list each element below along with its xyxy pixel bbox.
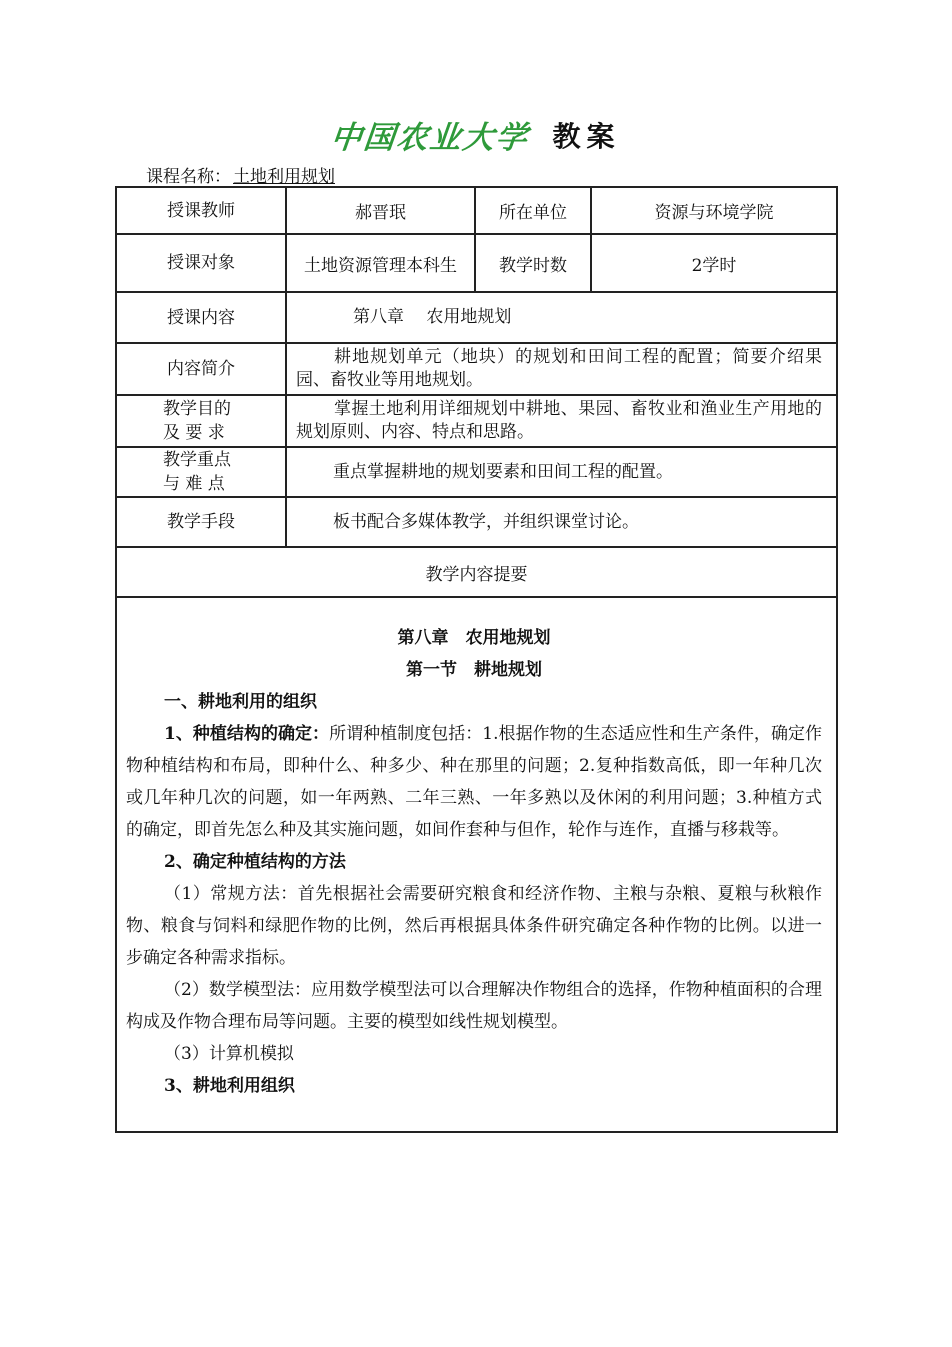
row-method (116, 497, 837, 547)
outline-body (116, 597, 837, 1132)
document-header (0, 112, 952, 166)
content-label: 授课内容 (116, 292, 286, 343)
section-heading: 第一节 耕地规划 (406, 660, 542, 680)
focus-label-line-2: 与 难 点 (163, 474, 225, 494)
planting-structure-text: 所谓种植制度包括：1.根据作物的生态适应性和生产条件，确定作物种植结构和布局，即种什么、种多少、种在那里的问题；2.复种指数高低，即一年种几次或几年种几次的问题，如一年两熟、二年三熟、一年多熟以及休闲的利用问题；3.种植方式的确定，即首先怎么种及其实施问题，如间作套种与但作，轮作与连作，直播与移栽等。 (126, 724, 822, 840)
course-name-label: 课程名称： (146, 167, 231, 187)
summary-value: 耕地规划单元（地块）的规划和田间工程的配置；简要介绍果园、畜牧业等用地规划。 (286, 343, 837, 395)
course-name-value: 土地利用规划 (233, 167, 335, 187)
unit-label: 所在单位 (475, 187, 591, 234)
summary-label: 内容简介 (116, 343, 286, 395)
hours-label: 教学时数 (475, 234, 591, 292)
row-goal (116, 395, 837, 447)
goal-label-line-1: 教学目的 (163, 399, 231, 419)
heading-cultivated-land-organization: 一、耕地利用的组织 (164, 692, 317, 712)
focus-value: 重点掌握耕地的规划要素和田间工程的配置。 (286, 447, 837, 497)
method-value: 板书配合多媒体教学，并组织课堂讨论。 (286, 497, 837, 547)
method-computer-sim: （3）计算机模拟 (164, 1044, 294, 1064)
course-name-line (146, 162, 335, 187)
unit-value: 资源与环境学院 (591, 187, 837, 234)
goal-value: 掌握土地利用详细规划中耕地、果园、畜牧业和渔业生产用地的规划原则、内容、特点和思路。 (286, 395, 837, 447)
content-value: 第八章 农用地规划 (286, 292, 837, 343)
audience-label: 授课对象 (116, 234, 286, 292)
method-math-model: （2）数学模型法：应用数学模型法可以合理解决作物组合的选择，作物种植面积的合理构成及作物合理布局等问题。主要的模型如线性规划模型。 (126, 980, 822, 1032)
row-content (116, 292, 837, 343)
audience-value: 土地资源管理本科生 (286, 234, 475, 292)
lesson-plan-table (115, 186, 838, 1133)
method-conventional: （1）常规方法：首先根据社会需要研究粮食和经济作物、主粮与杂粮、夏粮与秋粮作物、粮食与饲料和绿肥作物的比例，然后再根据具体条件研究确定各种作物的比例。以进一步确定各种需求指标。 (126, 884, 822, 968)
row-outline-body (116, 597, 837, 1132)
row-focus (116, 447, 837, 497)
row-audience (116, 234, 837, 292)
document-title: 教案 (552, 119, 621, 153)
teacher-value: 郝晋珉 (286, 187, 475, 234)
focus-label (116, 447, 286, 497)
teacher-label: 授课教师 (116, 187, 286, 234)
row-outline-header (116, 547, 837, 597)
goal-label-line-2: 及 要 求 (163, 423, 225, 443)
paragraph-planting-structure (126, 718, 822, 846)
goal-label (116, 395, 286, 447)
method-label: 教学手段 (116, 497, 286, 547)
university-logo-text: 中国农业大学 (329, 120, 531, 156)
heading-structure-methods: 2、确定种植结构的方法 (164, 852, 346, 872)
row-summary (116, 343, 837, 395)
hours-value: 2学时 (591, 234, 837, 292)
outline-header: 教学内容提要 (116, 547, 837, 597)
heading-land-use-organization: 3、耕地利用组织 (164, 1076, 295, 1096)
focus-label-line-1: 教学重点 (163, 450, 231, 470)
planting-structure-lead: 1、种植结构的确定： (164, 724, 330, 744)
row-teacher (116, 187, 837, 234)
chapter-heading: 第八章 农用地规划 (397, 628, 551, 648)
